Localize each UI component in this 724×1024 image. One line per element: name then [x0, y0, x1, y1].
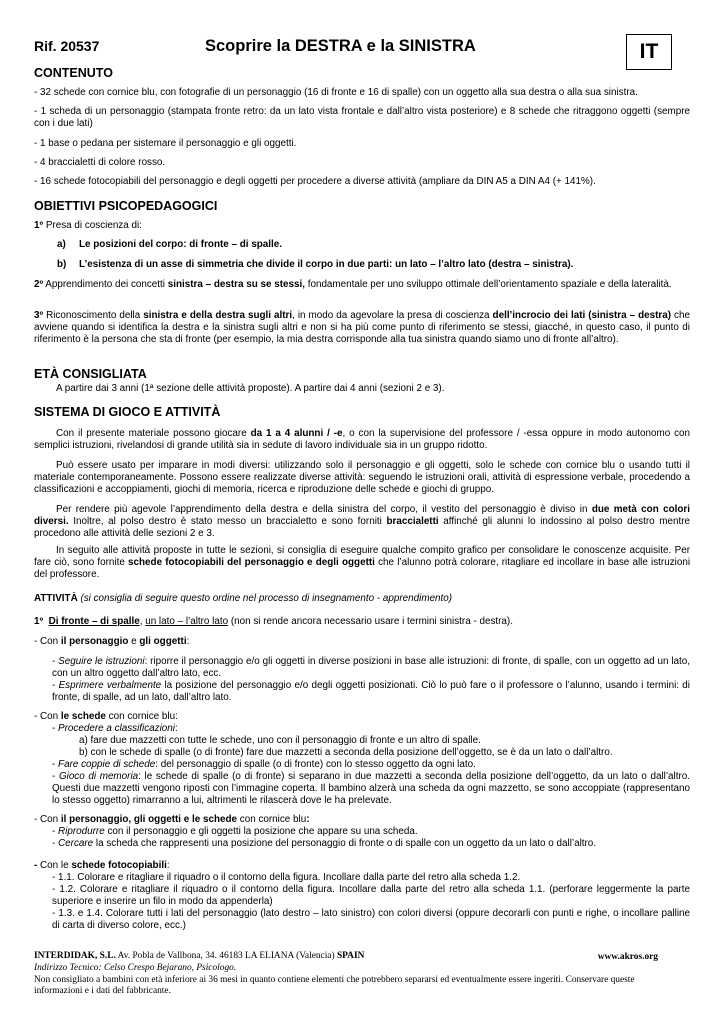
objective-1-number: 1º [34, 220, 44, 231]
group-2-item-1b: b) con le schede di spalle (o di fronte) fare due mazzetti a seconda della posizione dell’oggetto, se è da un lato o dall’altro. [79, 747, 613, 758]
group-1-item-2: - Esprimere verbalmente la posizione del personaggio e/o degli oggetti posizionati. Ciò lo può fare o il professore o l’alunno, usando i termini: di fronte, di spalle, ad un lato, dall’altro lato. [52, 680, 690, 704]
group-3-mid: con cornice blu [237, 814, 307, 825]
reference-number: Rif. 20537 [34, 38, 100, 54]
section-heading-eta: ETÀ CONSIGLIATA [34, 367, 147, 381]
footer-website: www.akros.org [597, 952, 658, 962]
group-2-pre: - Con [34, 711, 61, 722]
group-3-pre: - Con [34, 814, 61, 825]
group-2-item-2: - Fare coppie di schede: del personaggio di spalle (o di fronte) con lo stesso oggetto da ogni lato. [52, 759, 476, 770]
sistema-p1-text-b: , o con la supervisione del professore / -essa oppure in modo autonomo con semplici istruzioni, rivelandosi di grande utilità sia in sedute di lavoro individuale sia in un gruppo ridotto. [34, 428, 691, 452]
age-text: A partire dai 3 anni (1ª sezione delle attività proposte). A partire dai 4 anni (sezioni 2 e 3). [56, 383, 445, 394]
footer-warning-line-1: Non consigliato a bambini con età inferiore ai 36 mesi in quanto contiene elementi che potrebbero separarsi ed eventualmente essere ingeriti. Conservare queste [34, 975, 635, 985]
group-3-item-1-text: con il personaggio e gli oggetti la posizione che appare su una scheda. [104, 826, 418, 837]
group-2-item-1a: a) fare due mazzetti con tutte le schede, uno con il personaggio di fronte e un altro di spalle. [79, 735, 481, 746]
group-1-heading [34, 636, 189, 648]
attivita-s1-number: 1º [34, 616, 44, 627]
sistema-p3-text-a: Per rendere più agevole l’apprendimento della destra e della sinistra del corpo, il vestito del personaggio è diviso in [56, 504, 592, 515]
content-item-4: - 4 braccialetti di colore rosso. [34, 157, 166, 168]
group-1-item-2-text: la posizione del personaggio e/o degli oggetti posizionati. Ciò lo può fare o il professore o l’alunno, usando i termini: di fronte, di spalle, ad un lato, dall’altro lato. [52, 680, 690, 704]
group-2-end: con cornice blu: [105, 711, 178, 722]
objective-1 [34, 220, 690, 232]
objective-1b-label: b) [57, 259, 67, 270]
group-1-pre: - Con [34, 636, 61, 647]
sistema-p4-bold: schede fotocopiabili del personaggio e degli oggetti [128, 557, 375, 569]
group-2-heading [34, 711, 178, 723]
group-3-item-2-italic: Cercare [58, 838, 94, 849]
objective-2-bold: sinistra – destra su se stessi, [167, 279, 305, 290]
language-code: IT [639, 40, 659, 63]
objective-3 [34, 310, 690, 346]
footer-address: Av. Pobla de Vallbona, 34. 46183 LA ELIANA (Valencia) [115, 951, 337, 961]
group-4-heading [34, 860, 170, 872]
group-2-item-2-italic: Fare coppie di schede [58, 759, 156, 770]
objective-2 [34, 279, 690, 291]
content-item-3: - 1 base o pedana per sistemare il personaggio e gli oggetti. [34, 138, 297, 149]
group-3-item-2: - Cercare la scheda che rappresenti una posizione del personaggio di fronte o di spalle con un oggetto da un lato o dall’altro. [52, 838, 597, 849]
group-3-item-2-text: la scheda che rappresenti una posizione del personaggio di fronte o di spalle con un oggetto da un lato o dall’altro. [93, 838, 597, 849]
group-1-item-1-italic: Seguire le istruzioni [58, 656, 145, 667]
group-2-bold: le schede [60, 711, 106, 722]
content-item-5: - 16 schede fotocopiabili del personaggio e degli oggetti per procedere a diverse attività (ampliare da DIN A5 a DIN A4 (+ 141%). [34, 176, 596, 187]
group-2-item-1-italic: Procedere a classificazioni [58, 723, 175, 734]
objective-1-text: Presa di coscienza di: [43, 220, 142, 231]
footer-warning-line-2: informazioni e i dati del fabbricante. [34, 986, 171, 996]
attivita-s1-sides: un lato – l’altro lato [145, 616, 229, 627]
attivita-label: ATTIVITÀ [34, 593, 78, 604]
group-1-item-1-text: : riporre il personaggio e/o gli oggetti in diverse posizioni in base alle istruzioni: di fronte, di spalle, con un oggetto ad un lato, con un altro oggetto dall’altro lato, ecc. [52, 656, 690, 680]
group-4-end: : [166, 860, 170, 871]
group-3-heading [34, 814, 310, 826]
sistema-p3-text-b: Inoltre, al polso destro è stato messo un braccialetto e sono forniti [68, 516, 387, 528]
group-1-bold-a: il personaggio [60, 636, 129, 647]
sistema-p4-text-a: In seguito alle attività proposte in tutte le sezioni, si consiglia di eseguire qualche compito grafico per consolidare le conoscenze acquisite. Per fare ciò, sono fornite [34, 545, 690, 569]
footer-company-line [34, 951, 364, 962]
section-heading-contenuto: CONTENUTO [34, 66, 113, 80]
objective-1a-label: a) [57, 239, 66, 250]
objective-2-number: 2º [34, 279, 44, 290]
group-2-item-3-text: : le schede di spalle (o di fronte) si separano in due mazzetti a seconda della posizione dell’oggetto, da un lato o dall’altro. Questi due mazzetti vengono riposti con l’immagine coperta. Il bambino alzerà una scheda da ogni mazzetto, se sono accoppiate (rappresentano lo stesso oggetto) rimarranno a lui, altrimenti le rilascerà dove le ha prelevate. [52, 771, 690, 807]
group-4-mid: Con le [40, 860, 72, 871]
group-2-item-1: - Procedere a classificazioni: [52, 723, 178, 734]
section-heading-sistema: SISTEMA DI GIOCO E ATTIVITÀ [34, 405, 221, 419]
group-3-bold: il personaggio, gli oggetti e le schede [60, 814, 238, 825]
group-3-item-1-italic: Riprodurre [58, 826, 105, 837]
group-3-item-1: - Riprodurre con il personaggio e gli oggetti la posizione che appare su una scheda. [52, 826, 418, 837]
group-4-item-2: - 1.2. Colorare e ritagliare il riquadro o il contorno della figura. Incollare dalla parte del retro alla scheda 1.1. (perforare leggermente la parte superiore e inserire un filo in modo da appenderla) [52, 884, 690, 908]
attivita-s1-rest: (non si rende ancora necessario usare i termini sinistra - destra). [228, 616, 513, 627]
footer-direction: Indirizzo Tecnico: Celso Crespo Bejarano, Psicologo. [34, 963, 237, 973]
sistema-paragraph-3 [34, 504, 690, 540]
objective-3-text-b: , in modo da agevolare la presa di coscienza [292, 310, 493, 321]
sistema-p4-text-b: che l’alunno potrà colorare, ritagliare ed incollare in base alle istruzioni del professore. [34, 557, 691, 581]
group-2-item-3: - Gioco di memoria: le schede di spalle (o di fronte) si separano in due mazzetti a seconda della posizione dell’oggetto, da un lato o dall’altro. Questi due mazzetti vengono riposti con l’immagine coperta. Il bambino alzerà una scheda da ogni mazzetto, se sono accoppiate (rappresentano lo stesso oggetto) rimarranno a lui, altrimenti le rilascerà dove le ha prelevate. [52, 771, 690, 807]
attivita-s1-front-back: Di fronte – di spalle [48, 616, 140, 627]
objective-1b-text: L’esistenza di un asse di simmetria che divide il corpo in due parti: un lato – l’altro lato (destra – sinistra). [79, 259, 574, 270]
sistema-p3-text-c: affinché gli alunni lo indossino al polso destro mentre procedono alle attività delle sezioni 2 e 3. [34, 516, 691, 540]
footer-country: SPAIN [336, 951, 365, 961]
sistema-p1-text-a: Con il presente materiale possono giocare [56, 428, 251, 439]
objective-3-text-c: che avviene quando si identifica la destra e la sinistra sugli altri e non si ha più come punto di riferimento se stessi, giacché, in questo caso, il punto di riferimento è la persona che sta di fronte (per esempio, la mia destra corrisponde alla tua sinistra quando siamo uno di fronte all’altro). [34, 310, 690, 346]
group-4-pre: - [34, 860, 41, 871]
content-item-2: - 1 scheda di un personaggio (stampata fronte retro: da un lato vista frontale e dall’altro vista posteriore) e 8 schede che ritraggono oggetti (sempre con i due lati) [34, 106, 690, 130]
group-4-bold: schede fotocopiabili [71, 860, 167, 871]
section-heading-obiettivi: OBIETTIVI PSICOPEDAGOGICI [34, 199, 218, 213]
attivita-note: (si consiglia di seguire questo ordine nel processo di insegnamento - apprendimento) [77, 593, 453, 604]
objective-3-bold-b: dell’incrocio dei lati (sinistra – destra) [492, 310, 672, 321]
group-4-item-1: - 1.1. Colorare e ritagliare il riquadro o il contorno della figura. Incollare dalla parte del retro alla scheda 1.2. [52, 872, 521, 883]
sistema-paragraph-1 [34, 428, 690, 452]
language-badge [626, 34, 672, 70]
group-1-end: : [186, 636, 190, 647]
sistema-paragraph-4 [34, 545, 690, 581]
group-4-item-3: - 1.3. e 1.4. Colorare tutti i lati del personaggio (lato destro – lato sinistro) con colori diversi (oppure decorarli con punti e righe, o incollare palline di carta di diverso colore, ecc.) [52, 908, 690, 932]
group-2-item-2-text: : del personaggio di spalle (o di fronte) con lo stesso oggetto da ogni lato. [155, 759, 476, 770]
group-1-item-1: - Seguire le istruzioni: riporre il personaggio e/o gli oggetti in diverse posizioni in base alle istruzioni: di fronte, di spalle, con un oggetto ad un lato, con un altro oggetto dall’altro lato, ecc. [52, 656, 690, 680]
group-1-mid: e [128, 636, 140, 647]
page-title: Scoprire la DESTRA e la SINISTRA [205, 37, 476, 55]
sistema-p3-bold-a: due metà con colori diversi. [34, 504, 690, 528]
objective-3-text-a: Riconoscimento della [43, 310, 144, 321]
group-1-item-2-italic: Esprimere verbalmente [58, 680, 162, 691]
sistema-p1-bold: da 1 a 4 alunni / -e [250, 428, 343, 439]
group-3-end: : [306, 814, 310, 825]
group-1-bold-b: gli oggetti [139, 636, 187, 647]
objective-2-text-a: Apprendimento dei concetti [43, 279, 168, 290]
sistema-p3-bold-b: braccialetti [386, 516, 439, 528]
objective-2-text-b: fondamentale per uno sviluppo ottimale dell’orientamento spaziale e della lateralità. [304, 279, 672, 290]
objective-3-number: 3º [34, 310, 44, 321]
attivita-heading [34, 593, 452, 605]
footer-company: INTERDIDAK, S.L. [34, 951, 116, 961]
group-2-item-3-italic: Gioco di memoria [58, 771, 139, 782]
objective-1a-text: Le posizioni del corpo: di fronte – di spalle. [79, 239, 283, 250]
attivita-s1-separator: , [139, 616, 146, 627]
content-item-1: - 32 schede con cornice blu, con fotografie di un personaggio (16 di fronte e 16 di spalle) con un oggetto alla sua destra o alla sua sinistra. [34, 87, 638, 98]
attivita-section-1 [34, 616, 513, 628]
sistema-paragraph-2: Può essere usato per imparare in modi diversi: utilizzando solo il personaggio e gli oggetti, solo le schede con cornice blu o usando tutti il materiale contemporaneamente. Possono essere realizzate diverse attività: seguendo le istruzioni orali, attività di espressione verbale, procedendo a classificazioni e accoppiamenti, giochi di memoria, ricerca e riproduzione delle schede e giochi di gruppo. [34, 460, 690, 496]
objective-3-bold-a: sinistra e della destra sugli altri [143, 310, 293, 321]
